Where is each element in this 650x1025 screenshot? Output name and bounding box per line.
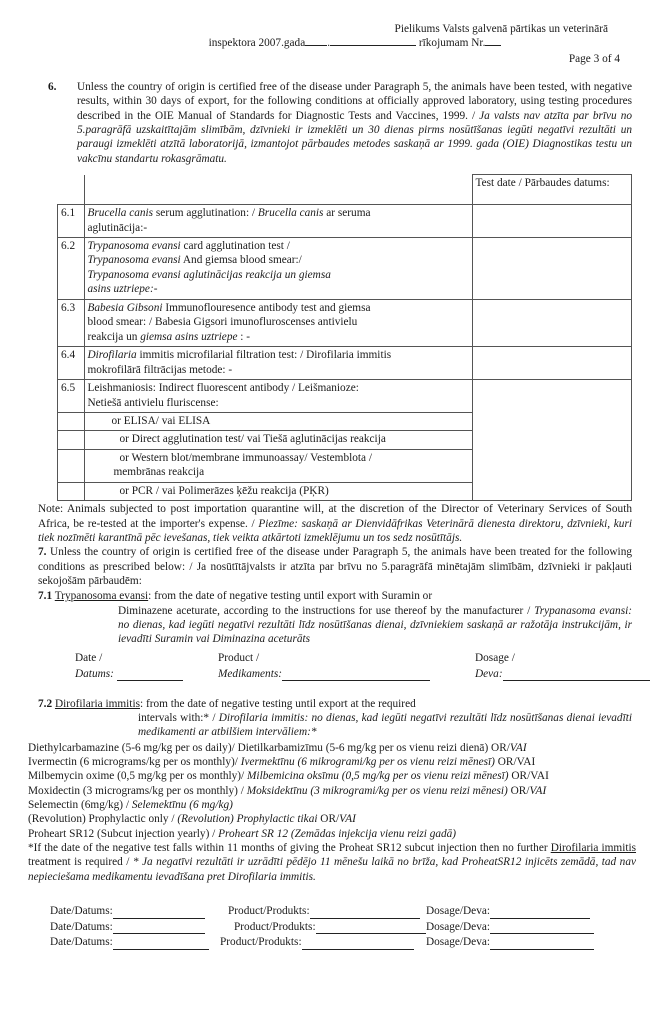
- section-7-1-title: Trypanosoma evansi: [54, 590, 149, 603]
- bottom-dosage-input[interactable]: [490, 949, 594, 950]
- drug-suffix: OR/: [317, 813, 340, 826]
- table-row-number: 6.1: [58, 205, 85, 238]
- bottom-dosage-label: Dosage/Deva:: [426, 936, 490, 949]
- bottom-field-rows: [0, 904, 650, 951]
- table-row-number: 6.4: [58, 347, 85, 380]
- section-7-2-line1: : from the date of negative testing until export at the required: [139, 697, 416, 710]
- header-blank-number[interactable]: [485, 45, 501, 46]
- table-row-date-input[interactable]: [472, 299, 631, 346]
- table-subrow-number: [58, 412, 85, 430]
- paragraph-7-number: 7.: [38, 546, 47, 559]
- table-row: [58, 205, 632, 238]
- drug-suffix: OR/: [507, 784, 530, 797]
- bottom-dosage-label: Dosage/Deva:: [426, 920, 490, 933]
- section-7-2-text-lv: Dirofilaria immitis: no dienas, kad iegūti negatīvi rezultāti līdz nosūtīšanas dienai ievadīti medikamenti ar atbilšiem intervāliem:*: [138, 712, 632, 739]
- header-order-text: rīkojumam Nr.: [418, 37, 486, 50]
- footnote-text-lv: * Ja negatīvi rezultāti ir uzrādīti pēdējo 11 mēnešu laikā no brīža, kad ProheatSR12 injicēts zemādā, tad nav nepieciešama medikamentu ievadīšana pret Dirofilaria immitis.: [28, 856, 636, 883]
- field-product-input[interactable]: [282, 680, 430, 681]
- drug-list-item: [28, 798, 640, 812]
- drug-list-item: [28, 741, 640, 755]
- paragraph-6-number: 6.: [48, 81, 57, 94]
- drug-list-item: [28, 755, 640, 769]
- table-row-description: Babesia Gibsoni Immunoflouresence antibody test and giemsa blood smear: / Babesia Gigsori imunofluroscenses antivielu reakcija un giemsa asins uztriepe : -: [84, 299, 472, 346]
- drug-suffix: OR/: [488, 741, 510, 754]
- drug-list-item: [28, 812, 640, 826]
- field-dosage-label-lv: Deva:: [475, 668, 503, 681]
- drug-name-lv: (Revolution) Prophylactic tikai: [177, 813, 318, 826]
- section-7-2-text-en: intervals with:* /: [138, 712, 219, 725]
- paragraph-7-text-en: Unless the country of origin is certified free of the disease under Paragraph 5, the animals have been treated for the following conditions as prescribed below: /: [38, 546, 632, 573]
- bottom-date-label: Date/Datums:: [50, 920, 113, 933]
- header-blank-month[interactable]: [330, 45, 416, 46]
- paragraph-7-text-lv: Ja nosūtītājvalsts ir atzīta par brīvu no 5.paragrāfā minētajām slimībām, dzīvnieki ir pakļauti sekojošām pārbaudēm:: [38, 560, 632, 587]
- drug-suffix-italic: VAI: [529, 784, 547, 797]
- drug-list: [0, 741, 650, 841]
- header-line-1: Pielikums Valsts galvenā pārtikas un veterinārā: [394, 23, 608, 35]
- drug-suffix: OR/VAI: [494, 756, 536, 769]
- drug-list-item: [28, 827, 640, 841]
- footnote-text-en-a: *If the date of the negative test falls within 11 months of giving the Proheat SR12 subcut injection then no further: [28, 842, 551, 855]
- footnote-text-en-underlined: Dirofilaria immitis: [550, 842, 637, 855]
- field-product-label-lv: Medikaments:: [218, 668, 282, 681]
- table-row-description: Brucella canis serum agglutination: / Brucella canis ar seruma aglutinācija:-: [84, 205, 472, 238]
- table-row-date-input[interactable]: [472, 380, 631, 501]
- section-7-2: [0, 697, 650, 711]
- header-blank-day[interactable]: [305, 45, 327, 46]
- table-header-row: [58, 175, 632, 205]
- bottom-field-row: [28, 935, 650, 951]
- table-row-description: Leishmaniosis: Indirect fluorescent antibody / Leišmanioze: Netiešā antivielu fluriscense:: [84, 380, 472, 413]
- bottom-date-input[interactable]: [113, 918, 205, 919]
- header-inspector-text: inspektora 2007.gada: [208, 37, 306, 50]
- bottom-dosage-input[interactable]: [490, 933, 594, 934]
- field-date-label-lv: Datums:: [75, 668, 114, 681]
- bottom-field-row: [28, 920, 650, 936]
- bottom-date-input[interactable]: [113, 949, 209, 950]
- drug-name-lv: Milbemicina oksīmu (0,5 mg/kg per os vienu reizi mēnesī): [247, 770, 509, 783]
- table-row-description: Dirofilaria immitis microfilarial filtration test: / Dirofilaria immitis mokrofilārā filtrācijas metode: -: [84, 347, 472, 380]
- paragraph-6-text-lv: Ja valsts nav atzīta par brīvu no 5.paragrāfā uzskaitītajām slimībām, dzīvnieki ir izmeklēti un 30 dienas pirms nosūtīšanas iegūti negatīvi rezultāti un paraugi izmeklēti atzītā laboratorijā, izmantojot pārbaudes metodes saskaņā ar 1999. gada (OIE) Diagnostikas testu un vakcīnu standartu rokasgrāmatu.: [77, 109, 632, 165]
- drug-name-lv: Moksidektīnu (3 mikrogrami/kg per os vienu reizi mēnesi): [246, 784, 508, 797]
- section-7-1-fields: [0, 651, 650, 683]
- bottom-product-input[interactable]: [316, 933, 426, 934]
- bottom-dosage-label: Dosage/Deva:: [426, 905, 490, 918]
- section-7-1-number: 7.1: [38, 590, 53, 603]
- page-header: [0, 0, 650, 66]
- drug-name-lv: Selemektīnu (6 mg/kg): [131, 799, 233, 812]
- table-row: [58, 299, 632, 346]
- field-group-date: [75, 651, 183, 682]
- section-7-1-text-lv: Trypanasoma evansi: no dienas, kad iegūti negatīvi rezultāti līdz nosūtīšanas dienai, dzīvniekiem saskaņā ar ražotāja instrukcijām, ir ievadīti Suramin vai Diminazina aceturāts: [118, 604, 632, 646]
- field-date-input[interactable]: [117, 680, 183, 681]
- section-7-1-body: [0, 604, 650, 647]
- note-paragraph: [0, 502, 650, 545]
- table-subrow-description: or Western blot/membrane immunoassay/ Vestemblota / membrānas reakcija: [84, 449, 472, 482]
- section-7-2-footnote: [0, 841, 650, 884]
- table-row-date-input[interactable]: [472, 205, 631, 238]
- tests-table: [57, 174, 632, 501]
- section-7-2-number: 7.2: [38, 697, 53, 710]
- section-7-2-title: Dirofilaria immitis: [54, 697, 140, 710]
- bottom-product-label: Product/Produkts:: [234, 920, 316, 933]
- section-7-2-body: [0, 711, 650, 740]
- table-subrow-description: or Direct agglutination test/ vai Tiešā aglutinācijas reakcija: [84, 431, 472, 449]
- drug-name-lv: Proheart SR 12 (Zemādas injekcija vienu reizi gadā): [218, 827, 457, 840]
- drug-name-en: Diethylcarbamazine (5-6 mg/kg per os daily)/: [28, 741, 238, 754]
- field-dosage-input[interactable]: [503, 680, 650, 681]
- field-product-label-en: Product /: [218, 651, 260, 664]
- drug-suffix-italic: VAI: [339, 813, 356, 826]
- table-subrow-description: or ELISA/ vai ELISA: [84, 412, 472, 430]
- table-row-description: Trypanosoma evansi card agglutination test / Trypanosoma evansi And giemsa blood smear:/ Trypanosoma evansi aglutinācijas reakcija un giemsa asins uztriepe:-: [84, 238, 472, 300]
- page-number: Page 3 of 4: [568, 52, 620, 65]
- field-date-label-en: Date /: [75, 651, 103, 664]
- table-row-number: 6.5: [58, 380, 85, 413]
- table-row-number: 6.2: [58, 238, 85, 300]
- paragraph-6-text: [77, 80, 632, 166]
- bottom-product-label: Product/Produkts:: [220, 936, 302, 949]
- paragraph-6: [0, 80, 650, 166]
- table-row-date-input[interactable]: [472, 347, 631, 380]
- note-text-en: Note: Animals subjected to post importation quarantine will, at the discretion of the Director of Veterinary Services of South Africa, be re-tested at the importer's expense. /: [38, 503, 632, 530]
- table-row: [58, 380, 632, 413]
- footnote-text-en-b: treatment is required /: [28, 856, 133, 869]
- table-header-date: Test date / Pārbaudes datums:: [472, 175, 631, 205]
- drug-suffix: OR/VAI: [508, 770, 549, 783]
- drug-list-item: [28, 784, 640, 798]
- table-subrow-number: [58, 482, 85, 500]
- paragraph-7: [0, 545, 650, 588]
- table-subrow-number: [58, 431, 85, 449]
- drug-list-item: [28, 769, 640, 783]
- drug-name-en: Proheart SR12 (Subcut injection yearly) /: [28, 827, 219, 840]
- field-dosage-label-en: Dosage /: [475, 651, 515, 664]
- drug-name-lv: Ivermektīnu (6 mikrogrami/kg per os vienu reizi mēnesī): [240, 756, 495, 769]
- header-dot: .: [327, 37, 331, 50]
- drug-name-en: Selemectin (6mg/kg) /: [28, 799, 132, 812]
- bottom-dosage-input[interactable]: [490, 918, 590, 919]
- drug-name-lv: Dietilkarbamizīmu (5-6 mg/kg per os vienu reizi dienā): [237, 741, 489, 754]
- drug-name-en: Ivermectin (6 micrograms/kg per os monthly)/: [28, 756, 241, 769]
- bottom-product-label: Product/Produkts:: [228, 905, 310, 918]
- bottom-date-input[interactable]: [113, 933, 205, 934]
- table-header-blank-num: [58, 175, 85, 205]
- bottom-date-label: Date/Datums:: [50, 936, 113, 949]
- tests-table-wrapper: [0, 174, 650, 501]
- note-text-lv: Piezīme: saskaņā ar Dienvidāfrikas Veterinārā dienesta direktoru, dzīvnieki, kuri tiek nozīmēti karantīnā pēc ievešanas, tiek veikta atkārtoti izmeklējumu un tos sedz nosūtītājs.: [38, 517, 632, 544]
- table-row: [58, 347, 632, 380]
- bottom-product-input[interactable]: [302, 949, 414, 950]
- drug-name-en: Milbemycin oxime (0,5 mg/kg per os monthly)/: [28, 770, 248, 783]
- table-row: [58, 238, 632, 300]
- table-row-number: 6.3: [58, 299, 85, 346]
- field-group-dosage: [475, 651, 650, 682]
- drug-name-en: Moxidectin (3 micrograms/kg per os monthly) /: [28, 784, 247, 797]
- section-7-1: [0, 589, 650, 603]
- drug-suffix-italic: VAI: [509, 741, 527, 754]
- bottom-field-row: [28, 904, 650, 920]
- field-group-product: [218, 651, 430, 682]
- table-subrow-description: or PCR / vai Polimerāzes ķēžu reakcija (PĶR): [84, 482, 472, 500]
- table-header-blank-body: [84, 175, 472, 205]
- paragraph-6-text-en: Unless the country of origin is certified free of the disease under Paragraph 5, the animals have been tested, with negative results, within 30 days of export, for the following conditions at officially approved laboratory, using testing procedures described in the OIE Manual of Standards for Diagnostic Tests and Vaccines, 1999. /: [77, 81, 632, 122]
- table-row-date-input[interactable]: [472, 238, 631, 300]
- bottom-date-label: Date/Datums:: [50, 905, 113, 918]
- header-line-2: [0, 36, 650, 50]
- drug-name-en: (Revolution) Prophylactic only /: [28, 813, 178, 826]
- table-subrow-number: [58, 449, 85, 482]
- section-7-1-line1: : from the date of negative testing until export with Suramin or: [148, 590, 433, 603]
- bottom-product-input[interactable]: [310, 918, 420, 919]
- section-7-1-text-en: Diminazene aceturate, according to the instructions for use thereof by the manufacturer /: [118, 604, 535, 617]
